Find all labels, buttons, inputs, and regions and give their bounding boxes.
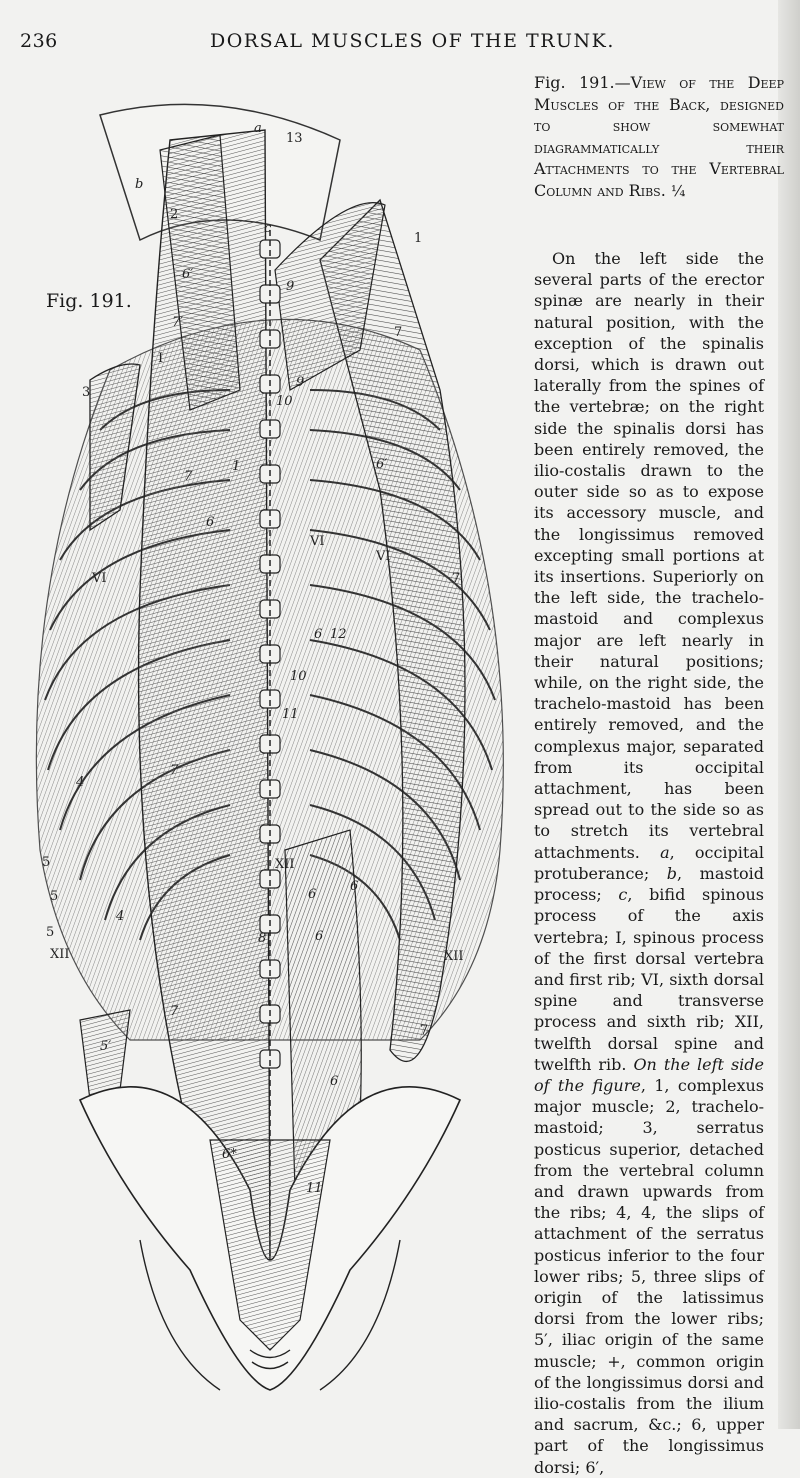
- paragraph: [534, 248, 764, 1478]
- body-text-5: , 1, complexus major muscle; 2, trachelo-mastoid; 3, serratus posticus superior, detached from the vertebral column and drawn upwards from the ribs; 4, 4, the slips of attachment of the serratus posticus inferior to the four lower ribs; 5, three slips of origin of the latissimus dorsi from the lower ribs; 5′, iliac origin of the same muscle; +, common origin of the longissimus dorsi and ilio-costalis from the ilium and sacrum, &c.; 6, upper part of the longissimus dorsi; 6′,: [534, 1075, 765, 1477]
- label-6-center: 6: [314, 627, 323, 642]
- label-XII-left: XII: [50, 947, 70, 962]
- label-5-prime: 5′: [100, 1039, 112, 1054]
- label-6-prime: 6′: [182, 267, 194, 282]
- caption-fig-number: Fig. 191.: [534, 73, 615, 92]
- caption-scale: ¼: [670, 181, 686, 200]
- label-11-upper: 11: [282, 707, 299, 722]
- label-7-left-3: 7: [170, 1004, 179, 1019]
- anatomical-figure: [20, 90, 520, 1410]
- label-7-right-3: 7: [420, 1023, 429, 1038]
- body-text: [534, 248, 764, 1478]
- label-I: I: [158, 351, 164, 366]
- label-13: 13: [286, 131, 303, 146]
- body-text-4: , bifid spinous process of the axis vertebra; I, spinous process of the first dorsal vertebra and first rib; VI, sixth dorsal spine and transverse process and sixth rib; XII, twelfth dorsal spine and twelfth rib.: [534, 885, 764, 1074]
- label-7-left: 7: [184, 469, 193, 484]
- label-1-left: 1: [232, 459, 241, 474]
- label-1-right: 1: [414, 231, 423, 246]
- label-VI-center: VI: [310, 534, 325, 549]
- body-intro: On the left side the several parts of the erector spinæ are nearly in their natural position, with the exception of the spinalis dorsi, which is drawn out laterally from the spines of the vertebræ; on the right side the spinalis dorsi has been entirely removed, the ilio-costalis drawn to the outer side so as to expose its accessory muscle, and the longissimus removed excepting small portions at its insertions. Superiorly on the left side, the trachelo-mastoid and complexus major are left nearly in their natural positions; while, on the right side, the trachelo-mastoid has been entirely removed, and the complexus major, separated from its occipital attachment, has been spread out to the side so as to stretch its vertebral attachments.: [534, 249, 764, 862]
- label-VI-left: VI: [92, 571, 107, 586]
- label-10-lower: 10: [290, 669, 307, 684]
- label-7-left-2: 7: [170, 763, 179, 778]
- page-edge: [778, 0, 800, 1429]
- back-muscles-illustration: [20, 90, 520, 1410]
- label-11-lower: 11: [306, 1181, 323, 1196]
- label-2: 2: [170, 207, 179, 222]
- label-6-d: 6: [308, 887, 317, 902]
- label-7-prime: 7′: [172, 315, 184, 330]
- label-6-f: 6: [315, 929, 324, 944]
- label-6-g: 6: [330, 1074, 339, 1089]
- label-6-star: 6*: [222, 1147, 237, 1162]
- label-10-upper: 10: [276, 394, 293, 409]
- label-5-c: 5: [46, 925, 55, 940]
- label-XII-right: XII: [444, 949, 464, 964]
- label-9-upper: 9: [286, 279, 295, 294]
- running-title: DORSAL MUSCLES OF THE TRUNK.: [210, 30, 615, 52]
- figure-label: Fig. 191.: [46, 290, 132, 312]
- label-c: c: [264, 221, 272, 236]
- label-12: 12: [330, 627, 347, 642]
- page-header: [20, 30, 780, 56]
- label-4-upper: 4: [76, 775, 85, 790]
- label-VI-right: VI: [376, 549, 391, 564]
- label-3: 3: [82, 385, 91, 400]
- italic-b: b: [666, 863, 678, 883]
- figure-caption: [534, 72, 784, 202]
- caption-title: —View of the Deep Muscles of the Back, designed to show somewhat diagrammatically their Attachments to the Vertebral Column and Ribs.: [534, 73, 784, 200]
- label-6-prime-right: 6′: [376, 457, 388, 472]
- label-4-lower: 4: [116, 909, 125, 924]
- label-b: b: [135, 177, 144, 192]
- label-8: 8: [258, 931, 267, 946]
- italic-left-side: On the left side of the figure: [534, 1054, 764, 1095]
- label-7-right-2: 7: [452, 571, 461, 586]
- label-XII-center: XII: [275, 857, 295, 872]
- body-text-2: , occipital protuberance;: [534, 842, 764, 883]
- italic-c: c: [618, 885, 628, 905]
- label-7-right: 7: [394, 325, 403, 340]
- label-6-left: 6: [206, 515, 215, 530]
- label-9-lower: 9: [296, 375, 305, 390]
- page-number: 236: [20, 30, 58, 52]
- italic-a: a: [660, 842, 670, 862]
- label-a: a: [254, 121, 262, 136]
- label-5-a: 5: [42, 855, 51, 870]
- label-6-e: 6: [350, 879, 359, 894]
- body-text-3: , mastoid process;: [534, 863, 764, 905]
- label-5-b: 5: [50, 889, 59, 904]
